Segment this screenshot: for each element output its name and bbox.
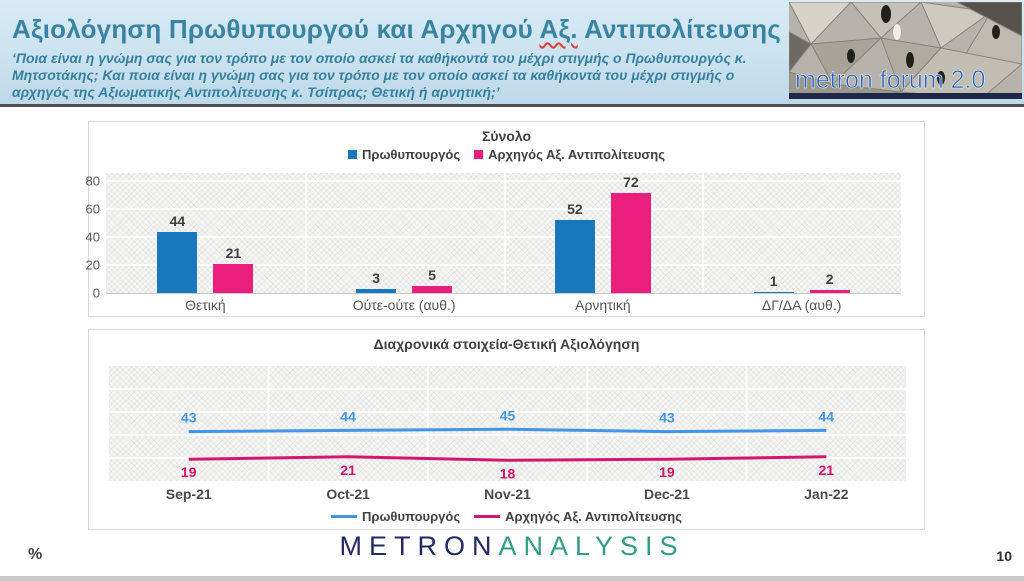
bar-group	[702, 173, 901, 293]
x-axis-category-label: Jan-22	[804, 486, 849, 502]
bar-series-1	[611, 193, 651, 293]
line-chart-title: Διαχρονικά στοιχεία-Θετική Αξιολόγηση	[373, 336, 640, 352]
line-data-label: 45	[499, 407, 516, 424]
bar-chart-title: Σύνολο	[481, 128, 532, 144]
bar-series-0	[157, 232, 197, 293]
bar-cell	[356, 173, 396, 293]
legend-label: Αρχηγός Αξ. Αντιπολίτευσης	[488, 147, 665, 162]
y-axis-tick-label: 0	[92, 285, 100, 301]
bar-cell	[157, 173, 197, 293]
bar-series-1	[810, 290, 850, 293]
bar-chart-plot	[85, 173, 901, 301]
bar-cell	[213, 173, 253, 293]
bar-group	[106, 173, 305, 293]
bar-cell	[810, 173, 850, 293]
slide-title-text-2: Αντιπολίτευσης	[577, 14, 782, 44]
line-data-label: 21	[818, 461, 835, 478]
line-chart-plot	[109, 366, 906, 481]
bar-value-label: 72	[623, 173, 639, 190]
bar-chart-legend	[89, 147, 924, 162]
legend-item	[474, 509, 682, 524]
slide-subtitle: ‘Ποια είναι η γνώμη σας για τον τρόπο με τον οποίο ασκεί τα καθήκοντά του μέχρι στιγμής ο Πρωθυπουργός κ. Μητσοτάκης; Και ποια είναι η γνώμη σας για τον τρόπο με τον οποίο ασκεί τα καθήκοντά του μέχρι στιγμής ο αρχηγός της Αξιωματικής Αντιπολίτευσης κ. Τσίπρας; Θετική ή αρνητική;’	[12, 50, 747, 101]
line-data-label: 43	[659, 409, 675, 426]
slide-title	[12, 14, 781, 45]
legend-swatch	[331, 515, 357, 518]
legend-item	[348, 147, 460, 162]
slide-header	[0, 0, 1024, 104]
y-axis-tick-label: 80	[85, 173, 100, 189]
header-separator	[0, 104, 1024, 107]
line-data-label: 44	[818, 408, 835, 425]
bar-cell	[611, 173, 651, 293]
bar-cell	[754, 173, 794, 293]
x-axis-category-label: Θετική	[185, 297, 226, 313]
bottom-edge-strip	[0, 576, 1024, 581]
line-series-0	[189, 429, 827, 431]
logo-analysis: ANALYSIS	[498, 531, 685, 561]
slide-title-marked-word: Αξ.	[539, 14, 578, 44]
legend-label: Αρχηγός Αξ. Αντιπολίτευσης	[505, 509, 682, 524]
slide-title-text-1: Αξιολόγηση Πρωθυπουργού και Αρχηγού	[12, 14, 540, 44]
y-axis-tick-label: 40	[85, 229, 100, 245]
bar-value-label: 44	[169, 212, 186, 229]
percent-label: %	[28, 546, 43, 563]
logo-metron: METRON	[339, 531, 499, 561]
bar-series-0	[356, 289, 396, 293]
line-chart-legend	[89, 509, 924, 524]
line-chart-panel	[88, 329, 925, 530]
page-number: 10	[996, 548, 1012, 564]
line-data-label: 19	[659, 464, 675, 481]
legend-label: Πρωθυπουργός	[362, 509, 461, 524]
legend-item	[331, 509, 460, 524]
bar-groups	[106, 173, 901, 293]
legend-label: Πρωθυπουργός	[362, 147, 461, 162]
bar-group	[504, 173, 703, 293]
bar-value-label: 1	[769, 272, 778, 289]
line-data-label: 43	[180, 409, 197, 426]
line-data-label: 44	[340, 408, 356, 425]
plaza-photo-graphic	[789, 2, 1022, 99]
bar-chart-y-axis	[74, 173, 100, 301]
bar-series-0	[754, 292, 794, 293]
line-chart-svg	[109, 366, 906, 481]
x-axis-category-label: Αρνητική	[575, 297, 631, 313]
bar-value-label: 3	[372, 269, 381, 286]
y-axis-tick-label: 20	[85, 257, 100, 273]
bar-cell	[555, 173, 595, 293]
metron-forum-photo	[789, 2, 1022, 99]
line-data-label: 21	[340, 461, 356, 478]
x-axis-category-label: Sep-21	[165, 486, 212, 502]
bar-series-0	[555, 220, 595, 293]
y-axis-tick-label: 60	[85, 201, 100, 217]
bar-chart-panel	[85, 121, 925, 317]
bar-value-label: 52	[567, 201, 583, 218]
line-data-label: 19	[180, 464, 197, 481]
metron-analysis-logo	[0, 531, 1024, 562]
legend-swatch	[348, 150, 357, 159]
bar-series-1	[213, 264, 253, 293]
x-axis-category-label: ΔΓ/ΔΑ (αυθ.)	[761, 297, 842, 313]
bar-chart-x-labels	[106, 297, 901, 313]
x-axis-category-label: Nov-21	[484, 486, 531, 502]
legend-swatch	[474, 150, 483, 159]
x-axis-category-label: Dec-21	[643, 486, 690, 502]
bar-value-label: 5	[428, 267, 437, 284]
line-chart-x-labels	[109, 486, 906, 502]
metron-forum-logo-text: metron forum 2.0	[795, 66, 986, 94]
bar-group	[305, 173, 504, 293]
bar-value-label: 2	[825, 271, 834, 288]
legend-item	[474, 147, 665, 162]
line-data-label: 18	[499, 465, 516, 482]
x-axis-category-label: Ούτε-ούτε (αυθ.)	[352, 297, 456, 313]
legend-swatch	[474, 515, 500, 518]
bar-value-label: 21	[225, 244, 242, 261]
bar-cell	[412, 173, 452, 293]
x-axis-category-label: Oct-21	[326, 486, 370, 502]
bar-series-1	[412, 286, 452, 293]
